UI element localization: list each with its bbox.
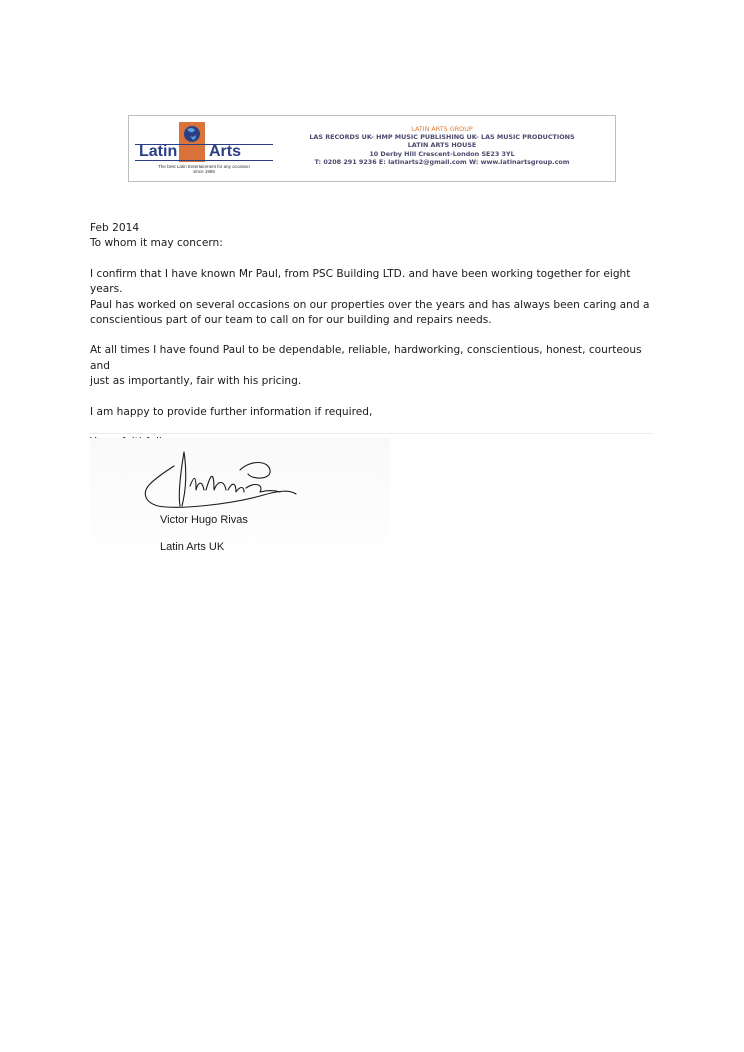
contact-details: T: 0208 291 9236 E: latinarts2@gmail.com W: www.latinartsgroup.com — [314, 157, 570, 166]
logo-tagline — [135, 164, 273, 174]
salutation: To whom it may concern: — [90, 237, 223, 250]
paragraph-2-line-2: just as importantly, fair with his pricing. — [90, 375, 302, 388]
logo-word-right: Arts — [209, 143, 242, 160]
signer-name: Victor Hugo Rivas — [160, 514, 248, 526]
paragraph-1-line-1: I confirm that I have known Mr Paul, from PSC Building LTD. and have been working together for eight years. — [90, 267, 631, 296]
paragraph-2-line-1: At all times I have found Paul to be dependable, reliable, hardworking, conscientious, honest, courteous and — [90, 344, 642, 372]
paragraph-1-line-2: Paul has worked on several occasions on our properties over the years and has always been caring and a — [90, 298, 650, 311]
latin-arts-logo — [135, 120, 273, 177]
address: 10 Derby Hill Crescent-London SE23 3YL — [369, 149, 515, 158]
logo-word-left: Latin — [139, 143, 178, 160]
house-name: LATIN ARTS HOUSE — [407, 141, 477, 150]
letterhead — [128, 115, 616, 182]
logo-tagline-line2: since 1989 — [193, 169, 215, 174]
signer-organization: Latin Arts UK — [160, 541, 225, 553]
letterhead-text — [277, 125, 607, 166]
logo-graphic-icon — [135, 120, 273, 164]
paragraph-1-line-3: conscientious part of our team to call on for our building and repairs needs. — [90, 314, 492, 327]
letter-body — [90, 221, 660, 450]
letter-date: Feb 2014 — [90, 222, 140, 234]
companies: LAS RECORDS UK- HMP MUSIC PUBLISHING UK- LAS MUSIC PRODUCTIONS — [309, 133, 575, 142]
group-name: LATIN ARTS GROUP — [411, 125, 473, 133]
divider — [90, 433, 653, 434]
paragraph-3: I am happy to provide further information if required, — [90, 405, 373, 418]
logo-tagline-line1: The best Latin Entertainment for any occasion — [158, 164, 250, 169]
